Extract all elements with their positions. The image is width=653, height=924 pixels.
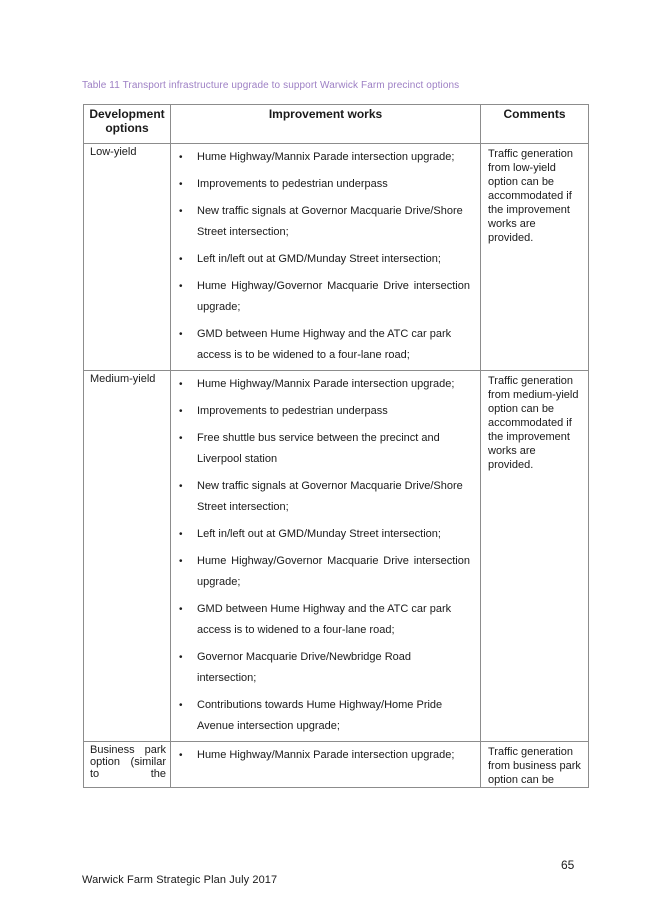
page-number: 65 (561, 858, 575, 872)
comment-text: Traffic generation from business park option can be (488, 746, 581, 786)
list-item: • Hume Highway/Governor Macquarie Drive intersection upgrade; (171, 551, 470, 593)
works-list (171, 144, 480, 370)
bullet-icon: • (179, 652, 183, 663)
comment-text: Traffic generation from medium-yield option can be accommodated if the improvement works are provided. (488, 375, 579, 471)
option-cell (84, 144, 171, 371)
header-development-options: Development options (84, 105, 171, 144)
transport-upgrade-table (83, 104, 589, 788)
bullet-icon: • (179, 433, 183, 444)
table-row (84, 371, 589, 742)
list-item: • Left in/left out at GMD/Munday Street intersection; (171, 524, 470, 545)
bullet-icon: • (179, 481, 183, 492)
list-item: • New traffic signals at Governor Macquarie Drive/Shore Street intersection; (171, 201, 470, 243)
bullet-icon: • (179, 329, 183, 340)
list-item: • Governor Macquarie Drive/Newbridge Road intersection; (171, 647, 470, 689)
table-header-row (84, 105, 589, 144)
comment-cell (481, 144, 589, 371)
list-item: • Hume Highway/Mannix Parade intersection upgrade; (171, 147, 470, 168)
list-item: • GMD between Hume Highway and the ATC car park access is to be widened to a four-lane road; (171, 324, 470, 366)
bullet-icon: • (179, 179, 183, 190)
bullet-icon: • (179, 254, 183, 265)
table-row (84, 742, 589, 788)
comment-text: Traffic generation from low-yield option can be accommodated if the improvement works are provided. (488, 148, 573, 244)
bullet-icon: • (179, 206, 183, 217)
list-item: • Hume Highway/Mannix Parade intersection upgrade; (171, 374, 470, 395)
list-item: • Hume Highway/Governor Macquarie Drive intersection upgrade; (171, 276, 470, 318)
works-cell (171, 742, 481, 788)
bullet-icon: • (179, 604, 183, 615)
option-label: Medium-yield (90, 373, 156, 385)
works-cell (171, 144, 481, 371)
list-item: • Improvements to pedestrian underpass (171, 174, 470, 195)
header-comments: Comments (481, 105, 589, 144)
list-item: • Contributions towards Hume Highway/Home Pride Avenue intersection upgrade; (171, 695, 470, 737)
option-label: Business park option (similar to the (90, 744, 166, 780)
bullet-icon: • (179, 406, 183, 417)
list-item: • Hume Highway/Mannix Parade intersection upgrade; (171, 745, 470, 766)
header-improvement-works: Improvement works (171, 105, 481, 144)
list-item: • GMD between Hume Highway and the ATC car park access is to widened to a four-lane road; (171, 599, 470, 641)
works-list (171, 371, 480, 741)
bullet-icon: • (179, 152, 183, 163)
option-cell (84, 371, 171, 742)
page-footer: Warwick Farm Strategic Plan July 2017 (82, 874, 278, 886)
list-item: • Left in/left out at GMD/Munday Street intersection; (171, 249, 470, 270)
bullet-icon: • (179, 700, 183, 711)
bullet-icon: • (179, 281, 183, 292)
bullet-icon: • (179, 529, 183, 540)
works-cell (171, 371, 481, 742)
list-item: • Free shuttle bus service between the precinct and Liverpool station (171, 428, 470, 470)
comment-cell (481, 742, 589, 788)
bullet-icon: • (179, 556, 183, 567)
works-list (171, 742, 480, 770)
option-label: Low-yield (90, 146, 137, 158)
table-row (84, 144, 589, 371)
list-item: • Improvements to pedestrian underpass (171, 401, 470, 422)
bullet-icon: • (179, 750, 183, 761)
comment-cell (481, 371, 589, 742)
option-cell (84, 742, 171, 788)
list-item: • New traffic signals at Governor Macquarie Drive/Shore Street intersection; (171, 476, 470, 518)
bullet-icon: • (179, 379, 183, 390)
table-caption: Table 11 Transport infrastructure upgrade to support Warwick Farm precinct options (82, 80, 460, 91)
